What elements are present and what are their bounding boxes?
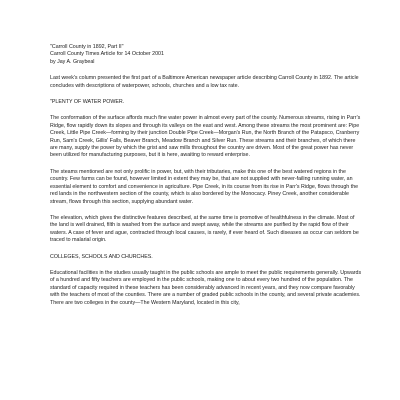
paragraph: The conformation of the surface affords much fine water power in almost every part of the county. Numerous streams, rising in Parr's Ridge, flow rapidly down its slopes and through its valleys on the east and west. Among these streams the most prominent are: Pipe Creek, Little Pipe Creek—forming by their junction Double Pipe Creek—Morgan's Run, the North Branch of the Patapsco, Cranberry Run, Sam's Creek, Gillis' Falls, Beaver Branch, Meadow Branch and Silver Run. These streams and their branches, of which there are many, supply the power by which the grist and saw mills throughout the country are driven. Most of the great power has never been utilized for manufacturing purposes, but it is here, awaiting to reward enterprise. [50, 115, 361, 159]
intro-paragraph: Last week's column presented the first part of a Baltimore American newspaper article describing Carroll County in 1892. The article concludes with descriptions of waterpower, schools, churches and a low tax rate. [50, 75, 359, 89]
section-heading-colleges-schools-churches: COLLEGES, SCHOOLS AND CHURCHES. [50, 253, 153, 260]
paragraph: Educational facilities in the studies usually taught in the public schools are ample to meet the public requirements generally. Upwards of a hundred and fifty teachers are employed in the public schools, making one to about every two hundred of the population. The standard of capacity required in these teachers has been considerably advanced in recent years, and they now compare favorably with the teachers of most of the counties. There are a number of graded public schools in the county, and several private academies. There are two colleges in the county—The Western Maryland, located in this city, [50, 269, 362, 306]
section-heading-water-power: "PLENTY OF WATER POWER. [50, 99, 125, 106]
article-byline: by Jay A. Graybeal [50, 58, 95, 65]
article-title: "Carroll County in 1892, Part II" [50, 44, 124, 50]
article-header [50, 44, 362, 66]
article-publication: Carroll County Times Article for 14 October 2001 [50, 51, 164, 58]
paragraph: The elevation, which gives the distinctive features described, at the same time is promotive of healthfulness in the climate. Most of the land is well drained, filth is washed from the surface and swept away, while the streams are purified by the rapid flow of their waters. A case of fever and ague, contracted through local causes, is rarely, if ever heard of. Such diseases as occur can seldom be traced to malarial origin. [50, 214, 359, 244]
article-page [50, 44, 362, 307]
paragraph: The steams mentioned are not only prolific in power, but, with their tributaries, make this one of the best watered regions in the country. Few farms can be found, however limited in extent they may be, that are not supplied with never-failing running water, an essential element to comfort and convenience in agriculture. Pipe Creek, in its course from its rise in Parr's Ridge, flows through the red lands in the northwestern section of the county, which is also bordered by the Monocacy. Piney Creek, another considerable stream, flows through this section, supplying abundant water. [50, 168, 359, 205]
